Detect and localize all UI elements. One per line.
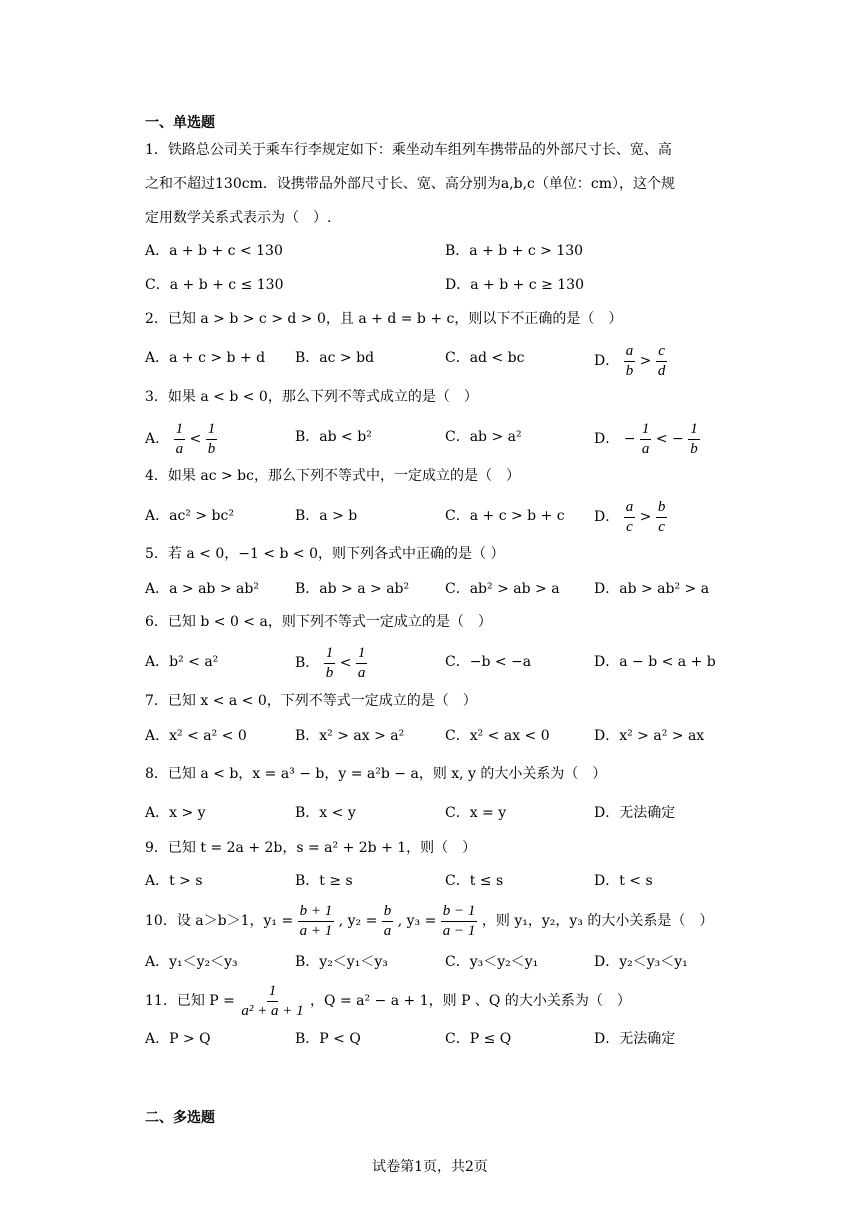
- denominator: a − 1: [442, 922, 476, 939]
- option-label: D．: [594, 431, 620, 447]
- fraction: [688, 421, 700, 457]
- minus-sign: −: [623, 431, 636, 447]
- question-5-option-c: C．ab² > ab > a: [445, 581, 560, 597]
- question-1-line-3: 定用数学关系式表示为（ ）.: [145, 210, 332, 226]
- question-5-stem: 5．若 a < 0，−1 < b < 0，则下列各式中正确的是（ ）: [145, 546, 505, 562]
- question-4-option-b: B．a > b: [295, 508, 358, 524]
- question-5-option-b: B．ab > a > ab²: [295, 581, 410, 597]
- question-10-option-b: B．y₂＜y₁＜y₃: [295, 954, 388, 970]
- stem-suffix: ，Q = a² − a + 1，则 P 、Q 的大小关系为（ ）: [310, 993, 631, 1009]
- question-6-option-b: [295, 645, 367, 681]
- fraction: [624, 343, 636, 379]
- numerator: 1: [324, 645, 336, 664]
- numerator: a: [624, 499, 636, 518]
- question-9-option-b: B．t ≥ s: [295, 873, 353, 889]
- operator: <: [189, 431, 202, 447]
- question-11-option-b: B．P < Q: [295, 1031, 361, 1047]
- stem-middle-2: , y₃ =: [397, 913, 437, 929]
- question-2-option-d: [594, 343, 667, 379]
- denominator: d: [657, 362, 666, 379]
- question-1-line-2: 之和不超过130cm．设携带品外部尺寸长、宽、高分别为a,b,c（单位：cm），这个规: [145, 176, 676, 192]
- question-4-option-a: A．ac² > bc²: [145, 508, 234, 524]
- numerator: b − 1: [441, 903, 478, 922]
- stem-prefix: 10．设 a＞b＞1，y₁ =: [145, 913, 294, 929]
- operator: >: [639, 353, 652, 369]
- question-3-option-b: B．ab < b²: [295, 429, 372, 445]
- question-1-line-1: 1．铁路总公司关于乘车行李规定如下：乘坐动车组列车携带品的外部尺寸长、宽、高: [145, 142, 672, 158]
- fraction-y3: [441, 903, 478, 939]
- question-3-option-d: [594, 421, 700, 457]
- fraction-p: [239, 983, 305, 1019]
- question-3-option-a: [145, 421, 217, 457]
- fraction: [174, 421, 186, 457]
- question-7-option-b: B．x² > ax > a²: [295, 728, 405, 744]
- question-5-option-a: A．a > ab > ab²: [145, 581, 259, 597]
- question-9-stem: 9．已知 t = 2a + 2b，s = a² + 2b + 1，则（ ）: [145, 840, 477, 856]
- question-10-option-a: A．y₁＜y₂＜y₃: [145, 954, 238, 970]
- question-6-option-a: A．b² < a²: [145, 654, 219, 670]
- denominator: b: [325, 664, 334, 681]
- question-3-stem: 3．如果 a < b < 0，那么下列不等式成立的是（ ）: [145, 389, 478, 405]
- numerator: 1: [640, 421, 652, 440]
- question-4-stem: 4．如果 ac > bc，那么下列不等式中，一定成立的是（ ）: [145, 468, 520, 484]
- operator: <: [339, 655, 352, 671]
- question-7-option-a: A．x² < a² < 0: [145, 728, 247, 744]
- question-8-option-d: D．无法确定: [594, 805, 676, 821]
- question-8-option-a: A．x > y: [145, 805, 206, 821]
- fraction: [356, 645, 368, 681]
- option-label: B．: [295, 655, 320, 671]
- question-8-stem: 8．已知 a < b，x = a³ − b，y = a²b − a，则 x, y 的大小关系为（ ）: [145, 766, 607, 782]
- question-10-stem: [145, 903, 713, 939]
- question-4-option-c: C．a + c > b + c: [445, 508, 565, 524]
- stem-suffix: ，则 y₁，y₂，y₃ 的大小关系是（ ）: [481, 913, 714, 929]
- question-9-option-a: A．t > s: [145, 873, 203, 889]
- question-11-option-c: C．P ≤ Q: [445, 1031, 512, 1047]
- question-11-stem: [145, 983, 631, 1019]
- question-1-option-b: B．a + b + c > 130: [445, 243, 584, 259]
- question-2-option-b: B．ac > bd: [295, 350, 375, 366]
- fraction: [640, 421, 652, 457]
- fraction-y1: [298, 903, 335, 939]
- denominator: c: [658, 518, 665, 535]
- fraction: [624, 499, 636, 535]
- question-11-option-d: D．无法确定: [594, 1031, 676, 1047]
- denominator: a: [383, 922, 392, 939]
- denominator: b: [625, 362, 634, 379]
- fraction: [324, 645, 336, 681]
- question-7-option-d: D．x² > a² > ax: [594, 728, 705, 744]
- section-title-single-choice: 一、单选题: [145, 115, 215, 131]
- operator: >: [639, 509, 652, 525]
- question-2-stem: 2．已知 a > b > c > d > 0，且 a + d = b + c，则以下不正确的是（ ）: [145, 311, 623, 327]
- numerator: 1: [267, 983, 279, 1002]
- numerator: 1: [206, 421, 218, 440]
- denominator: c: [626, 518, 633, 535]
- question-9-option-d: D．t < s: [594, 873, 653, 889]
- numerator: c: [656, 343, 667, 362]
- option-label: D．: [594, 353, 620, 369]
- denominator: a² + a + 1: [241, 1002, 304, 1019]
- denominator: b: [207, 440, 216, 457]
- numerator: 1: [356, 645, 368, 664]
- page-footer: 试卷第1页，共2页: [372, 1159, 488, 1175]
- fraction: [656, 343, 668, 379]
- numerator: a: [624, 343, 636, 362]
- question-8-option-b: B．x < y: [295, 805, 356, 821]
- question-11-option-a: A．P > Q: [145, 1031, 211, 1047]
- question-10-option-d: D．y₂＜y₃＜y₁: [594, 954, 688, 970]
- question-9-option-c: C．t ≤ s: [445, 873, 504, 889]
- denominator: a: [357, 664, 366, 681]
- fraction-y2: [382, 903, 394, 939]
- numerator: b: [382, 903, 394, 922]
- denominator: a: [175, 440, 184, 457]
- question-1-option-d: D．a + b + c ≥ 130: [445, 277, 584, 293]
- question-7-option-c: C．x² < ax < 0: [445, 728, 550, 744]
- question-6-stem: 6．已知 b < 0 < a，则下列不等式一定成立的是（ ）: [145, 614, 492, 630]
- denominator: b: [690, 440, 698, 457]
- fraction: [206, 421, 218, 457]
- numerator: b: [656, 499, 668, 518]
- operator: < −: [655, 431, 684, 447]
- denominator: a: [641, 440, 650, 457]
- question-5-option-d: D．ab > ab² > a: [594, 581, 710, 597]
- question-6-option-d: D．a − b < a + b: [594, 654, 716, 670]
- question-2-option-a: A．a + c > b + d: [145, 350, 266, 366]
- question-6-option-c: C．−b < −a: [445, 654, 532, 670]
- stem-middle-1: , y₂ =: [338, 913, 378, 929]
- section-title-multi-choice: 二、多选题: [145, 1110, 215, 1126]
- option-label: D．: [594, 509, 620, 525]
- question-8-option-c: C．x = y: [445, 805, 507, 821]
- question-10-option-c: C．y₃＜y₂＜y₁: [445, 954, 539, 970]
- numerator: b + 1: [298, 903, 335, 922]
- numerator: 1: [688, 421, 700, 440]
- question-3-option-c: C．ab > a²: [445, 429, 522, 445]
- numerator: 1: [174, 421, 186, 440]
- question-1-option-c: C．a + b + c ≤ 130: [145, 277, 284, 293]
- option-label: A．: [145, 431, 170, 447]
- question-1-option-a: A．a + b + c < 130: [145, 243, 283, 259]
- fraction: [656, 499, 668, 535]
- question-2-option-c: C．ad < bc: [445, 350, 525, 366]
- denominator: a + 1: [299, 922, 333, 939]
- question-7-stem: 7．已知 x < a < 0，下列不等式一定成立的是（ ）: [145, 693, 477, 709]
- stem-prefix: 11．已知 P =: [145, 993, 235, 1009]
- question-4-option-d: [594, 499, 667, 535]
